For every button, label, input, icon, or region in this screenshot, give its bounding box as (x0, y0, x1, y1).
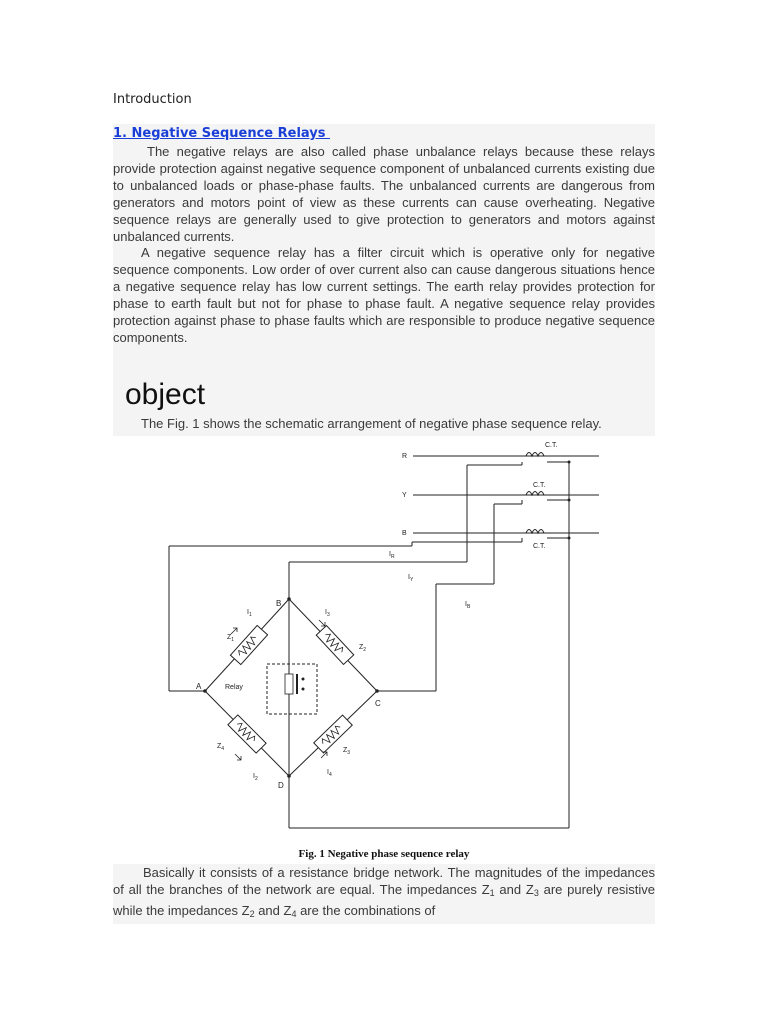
ct-label-y: C.T. (533, 482, 546, 489)
section-title-link[interactable]: 1. Negative Sequence Relays (113, 126, 331, 141)
paragraph-3: Basically it consists of a resistance bridge network. The magnitudes of the impedances of all the branches of the network are equal. The impedances $Z_1$ and $Z_3$ are purely resistive while the impedances $Z_2$ and $Z_4$ are the combinations of (113, 865, 655, 919)
z1-label: $Z_1$ (227, 634, 235, 643)
node-label-a: A (196, 682, 202, 691)
paragraph-1: The negative relays are also called phase unbalance relays because these relays provide protection against negative sequence component of unbalanced currents existing due to unbalanced loads or phase-phase faults. The unbalanced currents are dangerous from generators and motors point of view as these currents can cause overheating. Negative sequence relays are generally used to give protection to generators and motors against unbalanced currents. (113, 144, 655, 244)
ct-label-b: C.T. (533, 543, 546, 550)
figure-caption: Fig. 1 Negative phase sequence relay (298, 848, 470, 860)
relay-label: Relay (225, 684, 243, 691)
z4-label: $Z_4$ (217, 743, 225, 752)
current-label-r: $I_R$ (389, 551, 395, 560)
line-label-b: B (402, 530, 407, 537)
node-label-b: B (276, 599, 282, 608)
i2-label: $I_2$ (253, 773, 258, 782)
paragraph-2: A negative sequence relay has a filter circuit which is operative only for negative sequence components. Low order of over current also can cause dangerous situations hence a negative sequence relay has low current settings. The earth relay provides protection for phase to earth fault but not for phase to phase fault. A negative sequence relay provides protection against phase to phase faults which are responsible to produce negative sequence components. (113, 245, 655, 345)
z3-label: $Z_3$ (343, 747, 351, 756)
impedance-z1 (230, 625, 267, 664)
object-heading: object (125, 378, 206, 411)
circuit-figure (113, 436, 655, 864)
current-label-b: $I_B$ (465, 601, 471, 610)
node-label-c: C (375, 699, 381, 708)
line-label-r: R (402, 453, 408, 460)
line-label-y: Y (402, 492, 407, 499)
ct-coil-y (526, 492, 544, 496)
circuit-diagram (113, 436, 655, 864)
i4-label: $I_4$ (327, 769, 332, 778)
ct-coil-r (526, 453, 544, 457)
current-label-y: $I_Y$ (408, 574, 414, 583)
ct-label-r: C.T. (545, 442, 558, 449)
ct-coil-b (526, 530, 544, 534)
introduction-label: Introduction (113, 92, 192, 107)
i3-label: $I_3$ (325, 609, 330, 618)
relay-coil-icon (285, 674, 305, 694)
i1-label: $I_1$ (247, 609, 252, 618)
impedance-z4 (228, 715, 266, 753)
node-label-d: D (278, 781, 284, 790)
impedance-z2 (316, 626, 354, 665)
figure-intro-text: The Fig. 1 shows the schematic arrangement of negative phase sequence relay. (141, 416, 602, 431)
z2-label: $Z_2$ (359, 644, 367, 653)
